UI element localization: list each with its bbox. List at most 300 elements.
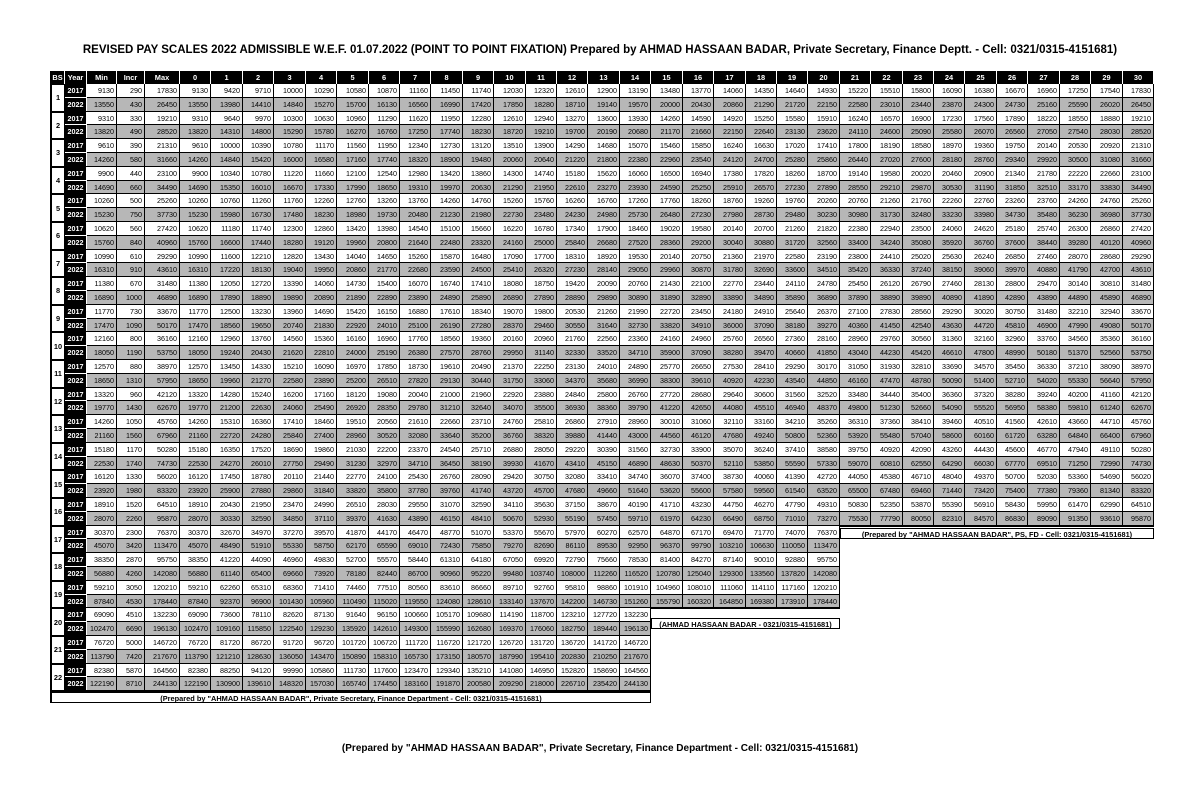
pay-value-cell: 16260 xyxy=(557,194,588,208)
pay-value-cell: 880 xyxy=(117,360,145,374)
pay-value-cell: 66400 xyxy=(1091,429,1123,443)
pay-value-cell: 15420 xyxy=(243,153,274,167)
pay-value-cell: 16060 xyxy=(620,167,651,181)
table-row xyxy=(65,125,1154,139)
pay-value-cell: 157030 xyxy=(306,677,337,691)
pay-value-cell: 1520 xyxy=(117,498,145,512)
prepared-by-note: (AHMAD HASSAAN BADAR - 0321/0315-4151681) xyxy=(651,618,840,629)
pay-value-cell: 18650 xyxy=(87,374,117,388)
pay-value-cell: 31480 xyxy=(1123,277,1154,291)
pay-value-cell: 17830 xyxy=(145,84,180,98)
pay-value-cell: 21260 xyxy=(871,194,903,208)
pay-value-cell: 46710 xyxy=(903,470,934,484)
pay-value-cell: 42610 xyxy=(1028,415,1060,429)
pay-value-cell: 12160 xyxy=(180,332,211,346)
pay-value-cell: 10260 xyxy=(180,194,211,208)
pay-value-cell: 69510 xyxy=(1028,457,1060,471)
pay-value-cell: 164560 xyxy=(620,664,651,678)
pay-value-cell: 25000 xyxy=(526,236,557,250)
pay-value-cell: 43230 xyxy=(683,498,714,512)
pay-value-cell: 12610 xyxy=(557,84,588,98)
pay-scales-table xyxy=(51,71,1154,763)
pay-value-cell: 24000 xyxy=(337,346,369,360)
pay-value-cell: 35200 xyxy=(463,429,494,443)
pay-value-cell: 18920 xyxy=(588,250,620,264)
pay-value-cell: 18230 xyxy=(463,125,494,139)
pay-value-cell: 11740 xyxy=(243,222,274,236)
pay-value-cell: 20190 xyxy=(588,125,620,139)
pay-value-cell: 25410 xyxy=(494,263,526,277)
pay-value-cell: 24890 xyxy=(431,291,463,305)
pay-value-cell: 25160 xyxy=(1028,98,1060,112)
pay-value-cell: 50670 xyxy=(494,512,526,526)
pay-value-cell: 46150 xyxy=(431,512,463,526)
pay-value-cell: 16220 xyxy=(494,222,526,236)
pay-value-cell: 10780 xyxy=(274,139,306,153)
pay-value-cell: 24280 xyxy=(243,429,274,443)
pay-value-cell: 26650 xyxy=(683,360,714,374)
pay-value-cell: 18560 xyxy=(211,319,243,333)
pay-value-cell: 16760 xyxy=(588,194,620,208)
pay-value-cell: 125040 xyxy=(683,567,714,581)
pay-value-cell: 13760 xyxy=(400,194,431,208)
pay-value-cell: 11600 xyxy=(211,250,243,264)
pay-value-cell: 23710 xyxy=(463,415,494,429)
pay-value-cell: 25280 xyxy=(777,153,808,167)
pay-value-cell: 29290 xyxy=(145,250,180,264)
pay-value-cell: 21660 xyxy=(683,125,714,139)
pay-value-cell: 180570 xyxy=(463,650,494,664)
pay-value-cell: 13760 xyxy=(243,332,274,346)
pay-value-cell: 15700 xyxy=(337,98,369,112)
pay-value-cell: 135920 xyxy=(337,622,369,636)
pay-value-cell: 118700 xyxy=(526,608,557,622)
pay-value-cell: 21760 xyxy=(557,332,588,346)
pay-value-cell: 169370 xyxy=(494,622,526,636)
pay-value-cell: 15220 xyxy=(840,84,871,98)
pay-value-cell: 28360 xyxy=(651,236,683,250)
pay-value-cell: 73270 xyxy=(808,512,840,526)
pay-value-cell: 26370 xyxy=(808,305,840,319)
pay-value-cell: 17800 xyxy=(840,139,871,153)
pay-value-cell: 226710 xyxy=(557,677,588,691)
pay-value-cell: 20000 xyxy=(651,98,683,112)
pay-value-cell: 16070 xyxy=(400,277,431,291)
pay-value-cell: 16960 xyxy=(1028,84,1060,98)
pay-value-cell: 49110 xyxy=(1091,443,1123,457)
pay-value-cell: 20630 xyxy=(463,181,494,195)
pay-value-cell: 34370 xyxy=(557,374,588,388)
pay-value-cell: 117600 xyxy=(369,664,400,678)
bs-scale-label: 13 xyxy=(51,415,65,443)
pay-value-cell: 39750 xyxy=(840,443,871,457)
pay-value-cell: 84570 xyxy=(965,512,997,526)
pay-value-cell: 33230 xyxy=(934,208,965,222)
pay-value-cell: 33480 xyxy=(840,388,871,402)
pay-value-cell: 34210 xyxy=(777,415,808,429)
pay-value-cell: 22260 xyxy=(934,194,965,208)
pay-value-cell: 4260 xyxy=(117,567,145,581)
pay-value-cell: 29210 xyxy=(871,181,903,195)
pay-value-cell: 11160 xyxy=(400,84,431,98)
pay-value-cell: 90960 xyxy=(431,567,463,581)
pay-value-cell: 21340 xyxy=(997,167,1028,181)
pay-value-cell: 16150 xyxy=(369,305,400,319)
pay-value-cell: 44230 xyxy=(871,346,903,360)
pay-value-cell: 16120 xyxy=(87,470,117,484)
pay-value-cell: 111730 xyxy=(337,664,369,678)
pay-value-cell: 30880 xyxy=(746,236,777,250)
pay-value-cell: 18890 xyxy=(243,291,274,305)
pay-value-cell: 34730 xyxy=(997,208,1028,222)
pay-value-cell: 840 xyxy=(117,236,145,250)
pay-value-cell: 44050 xyxy=(840,470,871,484)
pay-value-cell: 18880 xyxy=(1091,112,1123,126)
pay-value-cell: 16630 xyxy=(746,139,777,153)
year-cell: 2022 xyxy=(65,429,87,443)
pay-value-cell: 31780 xyxy=(714,263,746,277)
pay-value-cell: 57330 xyxy=(808,457,840,471)
pay-value-cell: 55330 xyxy=(274,539,306,553)
pay-value-cell: 17440 xyxy=(243,236,274,250)
pay-value-cell: 23360 xyxy=(620,332,651,346)
pay-value-cell: 27460 xyxy=(934,277,965,291)
pay-value-cell: 31360 xyxy=(934,332,965,346)
pay-value-cell: 21030 xyxy=(337,443,369,457)
pay-value-cell: 19020 xyxy=(651,222,683,236)
column-header: 3 xyxy=(274,71,306,84)
pay-value-cell: 5870 xyxy=(117,664,145,678)
pay-value-cell: 44170 xyxy=(369,526,400,540)
pay-value-cell: 39760 xyxy=(431,484,463,498)
bs-scale-label: 21 xyxy=(51,636,65,664)
pay-value-cell: 16240 xyxy=(714,139,746,153)
pay-value-cell: 14800 xyxy=(243,125,274,139)
pay-value-cell: 132230 xyxy=(145,608,180,622)
pay-value-cell: 35680 xyxy=(588,374,620,388)
pay-value-cell: 19080 xyxy=(369,388,400,402)
pay-value-cell: 51910 xyxy=(243,539,274,553)
pay-value-cell: 12860 xyxy=(306,222,337,236)
pay-value-cell: 25260 xyxy=(1123,194,1154,208)
pay-value-cell: 19570 xyxy=(620,98,651,112)
pay-value-cell: 116520 xyxy=(620,567,651,581)
pay-value-cell: 20430 xyxy=(211,498,243,512)
pay-value-cell: 18230 xyxy=(306,208,337,222)
pay-value-cell: 21370 xyxy=(494,360,526,374)
pay-value-cell: 11950 xyxy=(369,139,400,153)
pay-value-cell: 178440 xyxy=(808,595,840,609)
pay-value-cell: 31560 xyxy=(620,443,651,457)
pay-value-cell: 173150 xyxy=(431,650,463,664)
pay-value-cell: 53360 xyxy=(1060,470,1091,484)
pay-value-cell: 17090 xyxy=(494,250,526,264)
pay-value-cell: 178440 xyxy=(145,595,180,609)
pay-value-cell: 35080 xyxy=(903,236,934,250)
pay-value-cell: 58600 xyxy=(934,429,965,443)
table-row xyxy=(65,636,651,650)
pay-value-cell: 54020 xyxy=(1028,374,1060,388)
pay-value-cell: 17160 xyxy=(306,388,337,402)
pay-value-cell: 16120 xyxy=(180,470,211,484)
pay-value-cell: 29960 xyxy=(651,263,683,277)
pay-value-cell: 25190 xyxy=(369,346,400,360)
pay-value-cell: 30530 xyxy=(934,181,965,195)
pay-value-cell: 39970 xyxy=(997,263,1028,277)
pay-value-cell: 36240 xyxy=(746,443,777,457)
pay-value-cell: 150890 xyxy=(337,650,369,664)
pay-value-cell: 15180 xyxy=(180,443,211,457)
pay-value-cell: 76720 xyxy=(87,636,117,650)
pay-value-cell: 24100 xyxy=(369,470,400,484)
pay-value-cell: 17820 xyxy=(746,167,777,181)
pay-value-cell: 18260 xyxy=(777,167,808,181)
pay-value-cell: 124080 xyxy=(431,595,463,609)
pay-value-cell: 10620 xyxy=(87,222,117,236)
column-header: 5 xyxy=(337,71,369,84)
year-cell: 2017 xyxy=(65,470,87,484)
pay-value-cell: 76370 xyxy=(145,526,180,540)
pay-value-cell: 23920 xyxy=(180,484,211,498)
pay-value-cell: 10000 xyxy=(274,84,306,98)
pay-value-cell: 196130 xyxy=(145,622,180,636)
pay-value-cell: 23260 xyxy=(997,194,1028,208)
pay-value-cell: 50280 xyxy=(145,443,180,457)
pay-value-cell: 12900 xyxy=(588,84,620,98)
year-cell: 2022 xyxy=(65,153,87,167)
pay-value-cell: 120210 xyxy=(808,581,840,595)
pay-value-cell: 16670 xyxy=(997,84,1028,98)
pay-value-cell: 27910 xyxy=(588,415,620,429)
pay-value-cell: 11260 xyxy=(243,194,274,208)
pay-value-cell: 95750 xyxy=(145,553,180,567)
pay-value-cell: 54690 xyxy=(1091,470,1123,484)
pay-value-cell: 122540 xyxy=(274,622,306,636)
pay-value-cell: 128630 xyxy=(243,650,274,664)
pay-value-cell: 83320 xyxy=(145,484,180,498)
pay-value-cell: 62990 xyxy=(1091,498,1123,512)
table-row xyxy=(65,319,1154,333)
pay-value-cell: 25890 xyxy=(463,291,494,305)
pay-value-cell: 64510 xyxy=(145,498,180,512)
pay-value-cell: 69460 xyxy=(903,484,934,498)
pay-value-cell: 45810 xyxy=(997,319,1028,333)
pay-value-cell: 28760 xyxy=(965,153,997,167)
pay-value-cell: 19140 xyxy=(840,167,871,181)
pay-value-cell: 27050 xyxy=(1028,125,1060,139)
pay-value-cell: 22560 xyxy=(588,332,620,346)
pay-value-cell: 67960 xyxy=(1123,429,1154,443)
pay-value-cell: 16900 xyxy=(903,112,934,126)
pay-value-cell: 47800 xyxy=(965,346,997,360)
table-row xyxy=(65,553,840,567)
pay-value-cell: 162680 xyxy=(463,622,494,636)
pay-value-cell: 57970 xyxy=(557,526,588,540)
pay-value-cell: 22250 xyxy=(526,360,557,374)
year-cell: 2022 xyxy=(65,484,87,498)
pay-value-cell: 75660 xyxy=(588,553,620,567)
pay-value-cell: 20750 xyxy=(683,250,714,264)
pay-value-cell: 5000 xyxy=(117,636,145,650)
pay-value-cell: 1000 xyxy=(117,291,145,305)
pay-value-cell: 13480 xyxy=(651,84,683,98)
pay-value-cell: 29640 xyxy=(714,388,746,402)
pay-value-cell: 21440 xyxy=(306,470,337,484)
pay-value-cell: 15260 xyxy=(494,194,526,208)
pay-value-cell: 12210 xyxy=(243,250,274,264)
table-row xyxy=(65,470,1154,484)
pay-value-cell: 48410 xyxy=(463,512,494,526)
pay-value-cell: 80560 xyxy=(400,581,431,595)
pay-value-cell: 19800 xyxy=(526,305,557,319)
pay-value-cell: 18340 xyxy=(463,305,494,319)
pay-value-cell: 37240 xyxy=(903,263,934,277)
pay-value-cell: 2260 xyxy=(117,512,145,526)
pay-value-cell: 22380 xyxy=(840,222,871,236)
pay-value-cell: 23190 xyxy=(808,250,840,264)
pay-value-cell: 27100 xyxy=(840,305,871,319)
pay-value-cell: 95220 xyxy=(463,567,494,581)
pay-value-cell: 14310 xyxy=(211,125,243,139)
pay-value-cell: 91350 xyxy=(1060,512,1091,526)
pay-value-cell: 19530 xyxy=(620,250,651,264)
pay-value-cell: 64290 xyxy=(934,457,965,471)
pay-value-cell: 20740 xyxy=(274,319,306,333)
pay-value-cell: 141720 xyxy=(588,636,620,650)
pay-value-cell: 25640 xyxy=(777,305,808,319)
year-cell: 2022 xyxy=(65,181,87,195)
pay-value-cell: 129230 xyxy=(306,622,337,636)
pay-value-cell: 9130 xyxy=(180,84,211,98)
table-row xyxy=(65,167,1154,181)
pay-value-cell: 37320 xyxy=(965,388,997,402)
pay-value-cell: 24010 xyxy=(369,319,400,333)
pay-value-cell: 10290 xyxy=(306,84,337,98)
pay-value-cell: 28550 xyxy=(840,181,871,195)
pay-value-cell: 78180 xyxy=(337,567,369,581)
pay-value-cell: 23870 xyxy=(934,98,965,112)
pay-value-cell: 21830 xyxy=(306,319,337,333)
pay-value-cell: 22610 xyxy=(557,181,588,195)
pay-value-cell: 50370 xyxy=(683,457,714,471)
pay-value-cell: 37090 xyxy=(683,346,714,360)
pay-value-cell: 33890 xyxy=(714,291,746,305)
pay-value-cell: 187990 xyxy=(494,650,526,664)
pay-value-cell: 15660 xyxy=(463,222,494,236)
pay-value-cell: 52110 xyxy=(714,457,746,471)
pay-value-cell: 87840 xyxy=(180,595,211,609)
table-row xyxy=(65,443,1154,457)
pay-value-cell: 55520 xyxy=(965,401,997,415)
pay-value-cell: 1050 xyxy=(117,415,145,429)
pay-value-cell: 20960 xyxy=(526,332,557,346)
pay-value-cell: 34570 xyxy=(965,360,997,374)
pay-value-cell: 13980 xyxy=(369,222,400,236)
pay-value-cell: 100660 xyxy=(400,608,431,622)
bs-scale-label: 22 xyxy=(51,664,65,692)
pay-value-cell: 36890 xyxy=(808,291,840,305)
pay-value-cell: 165730 xyxy=(400,650,431,664)
pay-value-cell: 37400 xyxy=(683,470,714,484)
column-header: 26 xyxy=(997,71,1028,84)
pay-value-cell: 35400 xyxy=(903,388,934,402)
pay-value-cell: 20800 xyxy=(369,236,400,250)
pay-value-cell: 25770 xyxy=(651,360,683,374)
pay-value-cell: 21310 xyxy=(1123,139,1154,153)
pay-value-cell: 23540 xyxy=(683,153,714,167)
pay-value-cell: 13550 xyxy=(87,98,117,112)
pay-value-cell: 68750 xyxy=(746,512,777,526)
pay-value-cell: 31210 xyxy=(431,401,463,415)
pay-value-cell: 12570 xyxy=(87,360,117,374)
pay-value-cell: 12960 xyxy=(211,332,243,346)
table-left-border xyxy=(50,71,52,703)
pay-value-cell: 32670 xyxy=(211,526,243,540)
pay-value-cell: 46610 xyxy=(934,346,965,360)
pay-value-cell: 23450 xyxy=(683,305,714,319)
pay-value-cell: 27980 xyxy=(714,208,746,222)
pay-value-cell: 195410 xyxy=(526,650,557,664)
year-cell: 2022 xyxy=(65,125,87,139)
pay-value-cell: 50700 xyxy=(997,470,1028,484)
pay-value-cell: 23130 xyxy=(777,125,808,139)
pay-value-cell: 17890 xyxy=(211,291,243,305)
pay-value-cell: 45510 xyxy=(746,401,777,415)
pay-value-cell: 89710 xyxy=(494,581,526,595)
pay-value-cell: 24540 xyxy=(431,443,463,457)
pay-value-cell: 25490 xyxy=(306,401,337,415)
pay-value-cell: 13900 xyxy=(526,139,557,153)
pay-value-cell: 66030 xyxy=(965,457,997,471)
pay-value-cell: 41790 xyxy=(1060,263,1091,277)
pay-value-cell: 35260 xyxy=(808,415,840,429)
pay-value-cell: 10260 xyxy=(87,194,117,208)
pay-value-cell: 126720 xyxy=(494,636,526,650)
pay-value-cell: 1310 xyxy=(117,374,145,388)
pay-value-cell: 20680 xyxy=(620,125,651,139)
pay-value-cell: 44720 xyxy=(965,319,997,333)
pay-value-cell: 12610 xyxy=(494,112,526,126)
pay-value-cell: 1740 xyxy=(117,457,145,471)
pay-value-cell: 24120 xyxy=(714,153,746,167)
pay-value-cell: 16380 xyxy=(965,84,997,98)
pay-value-cell: 113470 xyxy=(808,539,840,553)
pay-value-cell: 67960 xyxy=(145,429,180,443)
pay-value-cell: 21160 xyxy=(87,429,117,443)
pay-value-cell: 23590 xyxy=(431,263,463,277)
pay-value-cell: 25450 xyxy=(840,277,871,291)
pay-value-cell: 14260 xyxy=(180,415,211,429)
pay-value-cell: 16360 xyxy=(243,415,274,429)
pay-value-cell: 141080 xyxy=(494,664,526,678)
pay-value-cell: 32520 xyxy=(808,388,840,402)
pay-value-cell: 57450 xyxy=(588,512,620,526)
pay-value-cell: 15230 xyxy=(180,208,211,222)
pay-value-cell: 18650 xyxy=(369,181,400,195)
pay-value-cell: 35800 xyxy=(369,484,400,498)
bs-scale-label: 8 xyxy=(51,277,65,305)
pay-value-cell: 36760 xyxy=(494,429,526,443)
pay-value-cell: 60810 xyxy=(871,457,903,471)
pay-value-cell: 9610 xyxy=(87,139,117,153)
pay-value-cell: 53750 xyxy=(145,346,180,360)
pay-value-cell: 45070 xyxy=(87,539,117,553)
pay-value-cell: 44750 xyxy=(714,498,746,512)
pay-value-cell: 11740 xyxy=(463,84,494,98)
pay-value-cell: 21890 xyxy=(337,291,369,305)
pay-value-cell: 22760 xyxy=(965,194,997,208)
pay-value-cell: 139610 xyxy=(243,677,274,691)
